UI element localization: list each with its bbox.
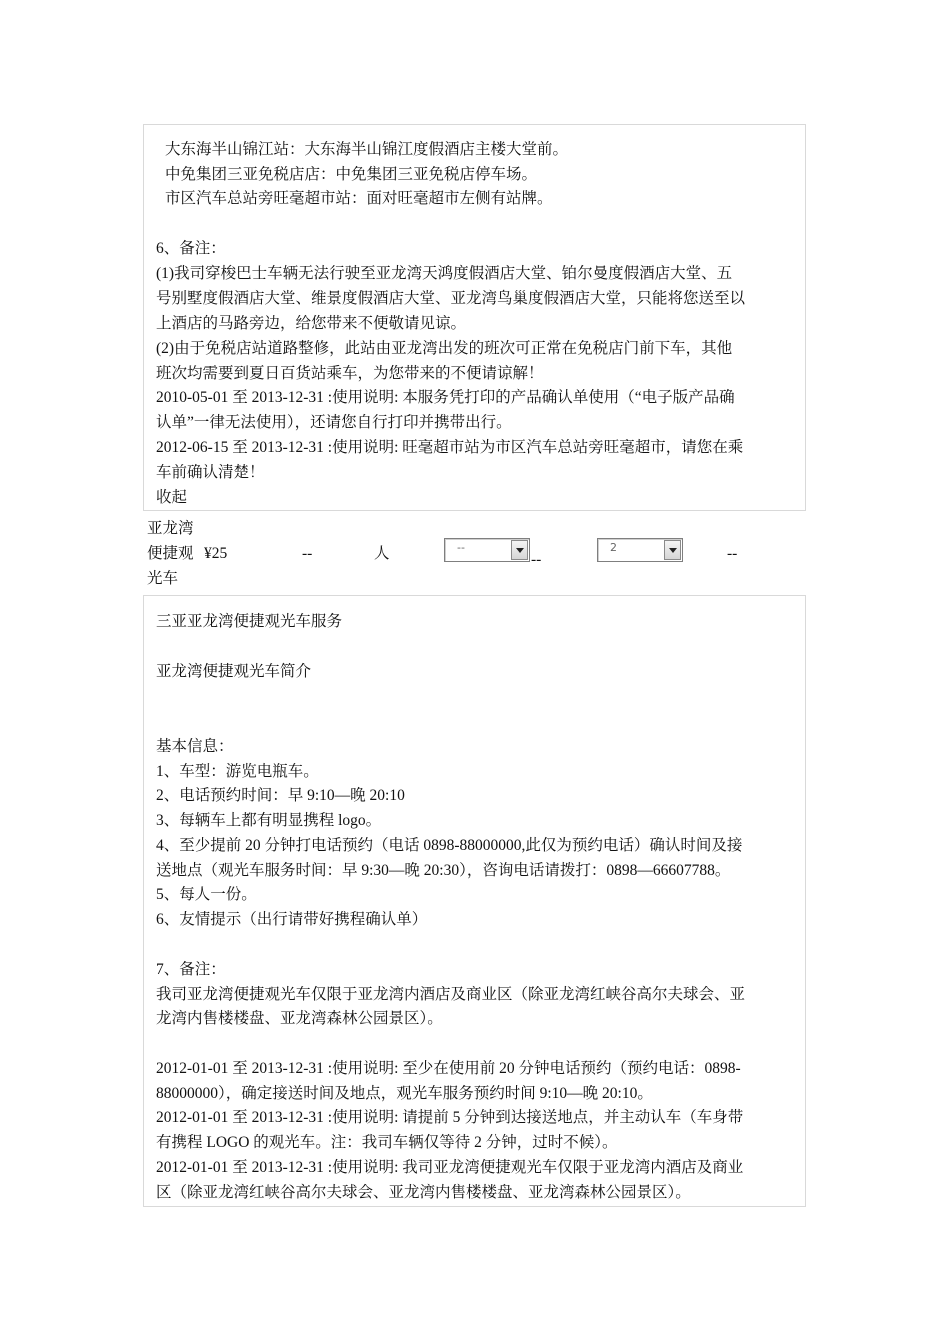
product-name: 便捷观 (147, 545, 194, 562)
remarks-heading: 6、备注： (156, 240, 226, 257)
chevron-down-icon[interactable] (511, 540, 528, 560)
usage-note: 认单”一律无法使用），还请您自行打印并携带出行。 (156, 414, 512, 431)
date-select[interactable] (444, 538, 530, 562)
info-item: 5、每人一份。 (156, 886, 257, 903)
info-item: 3、每辆车上都有明显携程 logo。 (156, 812, 382, 829)
station-line: 市区汽车总站旁旺毫超市站：面对旺毫超市左侧有站牌。 (165, 190, 553, 207)
usage-note: 2012-01-01 至 2013-12-31 :使用说明: 请提前 5 分钟到达接送地点，并主动认车（车身带 (156, 1109, 744, 1126)
usage-note: 车前确认清楚！ (156, 464, 265, 481)
remark-line: (2)由于免税店站道路整修，此站由亚龙湾出发的班次可正常在免税店门前下车，其他 (156, 340, 733, 357)
unit-label: 人 (374, 545, 390, 562)
usage-note: 2010-05-01 至 2013-12-31 :使用说明: 本服务凭打印的产品确认单使用（“电子版产品确 (156, 389, 735, 406)
product-name: 光车 (147, 570, 179, 587)
usage-note: 有携程 LOGO 的观光车。注：我司车辆仅等待 2 分钟，过时不候）。 (156, 1134, 618, 1151)
info-item: 1、车型：游览电瓶车。 (156, 763, 319, 780)
dash-placeholder: -- (302, 545, 313, 562)
remark-line: 上酒店的马路旁边，给您带来不便敬请见谅。 (156, 315, 467, 332)
usage-note: 88000000），确定接送时间及地点，观光车服务预约时间 9:10—晚 20:10。 (156, 1085, 653, 1102)
product-detail-panel (143, 595, 806, 1207)
info-item: 6、友情提示（出行请带好携程确认单） (156, 911, 428, 928)
date-select-value: -- (457, 541, 465, 554)
quantity-select[interactable] (597, 538, 683, 562)
product-name: 亚龙湾 (147, 520, 194, 537)
usage-note: 2012-01-01 至 2013-12-31 :使用说明: 我司亚龙湾便捷观光车仅限于亚龙湾内酒店及商业 (156, 1159, 744, 1176)
remark-line: 号别墅度假酒店大堂、维景度假酒店大堂、亚龙湾鸟巢度假酒店大堂，只能将您送至以 (156, 290, 746, 307)
usage-note: 区（除亚龙湾红峡谷高尔夫球会、亚龙湾内售楼楼盘、亚龙湾森林公园景区）。 (156, 1184, 691, 1201)
usage-note: 2012-06-15 至 2013-12-31 :使用说明: 旺毫超市站为市区汽车总站旁旺毫超市，请您在乘 (156, 439, 744, 456)
usage-note: 2012-01-01 至 2013-12-31 :使用说明: 至少在使用前 20 分钟电话预约（预约电话：0898- (156, 1060, 741, 1077)
remark-line: 我司亚龙湾便捷观光车仅限于亚龙湾内酒店及商业区（除亚龙湾红峡谷高尔夫球会、亚 (156, 986, 746, 1003)
collapse-link[interactable]: 收起 (156, 489, 188, 506)
intro-heading: 亚龙湾便捷观光车简介 (156, 663, 312, 680)
info-item: 送地点（观光车服务时间：早 9:30—晚 20:30），咨询电话请拨打：0898—66607788。 (156, 862, 731, 879)
remark-line: 班次均需要到夏日百货站乘车，为您带来的不便请谅解！ (156, 365, 544, 382)
station-line: 大东海半山锦江站：大东海半山锦江度假酒店主楼大堂前。 (165, 141, 569, 158)
product-price: ¥25 (204, 545, 228, 562)
station-remarks-panel (143, 124, 806, 511)
info-item: 4、至少提前 20 分钟打电话预约（电话 0898-88000000,此仅为预约电话）确认时间及接 (156, 837, 743, 854)
remark-line: 龙湾内售楼楼盘、亚龙湾森林公园景区）。 (156, 1010, 443, 1027)
chevron-down-icon[interactable] (664, 540, 681, 560)
quantity-select-value: 2 (610, 541, 617, 554)
info-item: 2、电话预约时间：早 9:10—晚 20:10 (156, 787, 405, 804)
dash-placeholder: -- (531, 551, 542, 568)
dash-placeholder: -- (727, 545, 738, 562)
basic-info-heading: 基本信息： (156, 738, 234, 755)
remark-line: (1)我司穿梭巴士车辆无法行驶至亚龙湾天鸿度假酒店大堂、铂尔曼度假酒店大堂、五 (156, 265, 733, 282)
remarks-heading: 7、备注： (156, 961, 226, 978)
service-title: 三亚亚龙湾便捷观光车服务 (156, 613, 343, 630)
station-line: 中免集团三亚免税店店：中免集团三亚免税店停车场。 (165, 166, 538, 183)
